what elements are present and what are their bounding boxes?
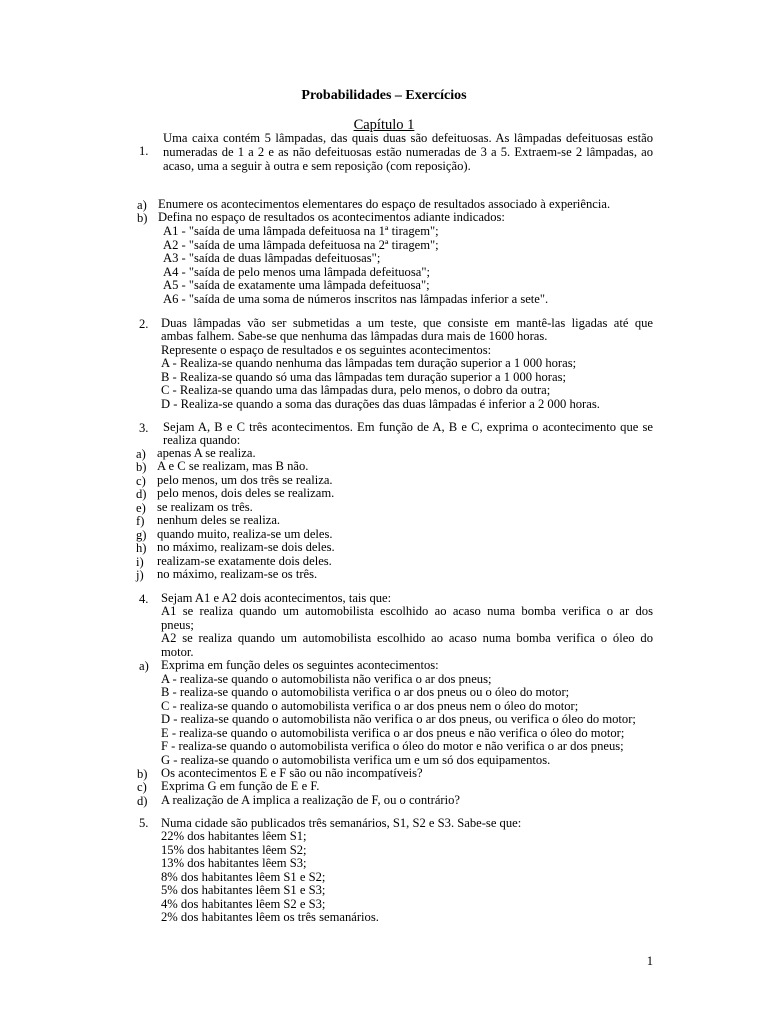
item-text: pelo menos, dois deles se realizam. [157,486,335,500]
exercise-2-intro-line: Duas lâmpadas vão ser submetidas a um teste, que consiste em mantê-las ligadas até que [161,316,653,330]
exercise-4-a-text: Exprima em função deles os seguintes acontecimentos: [161,658,439,672]
item-text: no máximo, realizam-se os três. [157,567,318,581]
document-title: Probabilidades – Exercícios [301,88,467,103]
item-label: h) [136,541,147,555]
event-line: C - Realiza-se quando uma das lâmpadas dura, pelo menos, o dobro da outra; [161,383,551,397]
item-text: A realização de A implica a realização de F, ou o contrário? [161,793,461,807]
item-label: c) [137,780,147,794]
event-line: F - realiza-se quando o automobilista verifica o óleo do motor e não verifica o ar dos pneus; [161,739,624,753]
fact-line: 5% dos habitantes lêem S1 e S3; [161,883,326,897]
chapter-heading: Capítulo 1 [353,117,415,133]
exercise-4-intro-line: A1 se realiza quando um automobilista escolhido ao acaso numa bomba verifica o ar dos [161,604,653,618]
exercise-2-intro-line: Represente o espaço de resultados e os seguintes acontecimentos: [161,343,492,357]
exercise-1-intro-line: numeradas de 1 a 2 e as não defeituosas estão numeradas de 3 a 5. Extraem-se 2 lâmpadas, ao [163,145,653,159]
page-number: 1 [646,954,653,968]
fact-line: 22% dos habitantes lêem S1; [161,829,307,843]
exercise-4-intro-line: pneus; [161,618,194,632]
exercise-3-intro-line: Sejam A, B e C três acontecimentos. Em função de A, B e C, exprima o acontecimento que se [163,420,653,434]
event-line: A - Realiza-se quando nenhuma das lâmpadas tem duração superior a 1 000 horas; [161,356,577,370]
exercise-1-a-label: a) [137,198,147,212]
item-label: e) [136,501,146,515]
exercise-4-intro-line: A2 se realiza quando um automobilista escolhido ao acaso numa bomba verifica o óleo do [161,631,653,645]
event-line: B - Realiza-se quando só uma das lâmpadas tem duração superior a 1 000 horas; [161,370,566,384]
exercise-5-intro: Numa cidade são publicados três semanários, S1, S2 e S3. Sabe-se que: [161,816,522,830]
item-label: j) [136,568,144,582]
item-text: realizam-se exatamente dois deles. [157,554,332,568]
exercise-1-b-label: b) [137,211,148,225]
exercise-4-intro-line: motor. [161,645,194,659]
event-line: E - realiza-se quando o automobilista verifica o ar dos pneus e não verifica o óleo do motor; [161,726,625,740]
exercise-1-b-text: Defina no espaço de resultados os acontecimentos adiante indicados: [158,210,505,224]
exercise-3-intro-line: realiza quando: [163,433,241,447]
item-label: d) [136,487,147,501]
event-line: G - realiza-se quando o automobilista verifica um e um só dos equipamentos. [161,753,551,767]
exercise-1-intro-line: Uma caixa contém 5 lâmpadas, das quais duas são defeituosas. As lâmpadas defeituosas estão [163,131,653,145]
event-line: C - realiza-se quando o automobilista verifica o ar dos pneus nem o óleo do motor; [161,699,579,713]
event-line: D - Realiza-se quando a soma das durações das duas lâmpadas é inferior a 2 000 horas. [161,397,600,411]
exercise-4-intro-line: Sejam A1 e A2 dois acontecimentos, tais que: [161,591,392,605]
event-line: A6 - "saída de uma soma de números inscritos nas lâmpadas inferior a sete". [163,292,549,306]
item-text: se realizam os três. [157,500,253,514]
event-line: A5 - "saída de exatamente uma lâmpada defeituosa"; [163,278,430,292]
item-label: b) [137,767,148,781]
event-line: B - realiza-se quando o automobilista verifica o ar dos pneus ou o óleo do motor; [161,685,570,699]
exercise-1-intro-line: acaso, uma a seguir à outra e sem reposição (com reposição). [163,159,471,173]
item-label: f) [136,514,145,528]
exercise-2-intro-line: ambas falhem. Sabe-se que nenhuma das lâmpadas dura mais de 1600 horas. [161,329,548,343]
fact-line: 2% dos habitantes lêem os três semanários. [161,910,379,924]
fact-line: 13% dos habitantes lêem S3; [161,856,307,870]
item-label: g) [136,528,147,542]
item-label: b) [136,460,147,474]
item-label: a) [136,447,146,461]
item-text: no máximo, realizam-se dois deles. [157,540,335,554]
item-text: A e C se realizam, mas B não. [157,459,309,473]
exercise-4-a-label: a) [139,659,149,673]
item-text: nenhum deles se realiza. [157,513,281,527]
exercise-1-number: 1. [139,144,149,158]
item-text: apenas A se realiza. [157,446,256,460]
event-line: A - realiza-se quando o automobilista não verifica o ar dos pneus; [161,672,492,686]
item-label: i) [136,555,144,569]
exercise-5-number: 5. [139,816,149,830]
item-text: pelo menos, um dos três se realiza. [157,473,333,487]
exercise-3-number: 3. [139,421,149,435]
event-line: A2 - "saída de uma lâmpada defeituosa na 2ª tiragem"; [163,238,439,252]
item-label: c) [136,474,146,488]
event-line: A3 - "saída de duas lâmpadas defeituosas"; [163,251,381,265]
item-text: Exprima G em função de E e F. [161,779,320,793]
fact-line: 15% dos habitantes lêem S2; [161,843,307,857]
fact-line: 4% dos habitantes lêem S2 e S3; [161,897,326,911]
item-label: d) [137,794,148,808]
event-line: A4 - "saída de pelo menos uma lâmpada defeituosa"; [163,265,430,279]
fact-line: 8% dos habitantes lêem S1 e S2; [161,870,326,884]
item-text: Os acontecimentos E e F são ou não incompatíveis? [161,766,423,780]
exercise-1-a-text: Enumere os acontecimentos elementares do espaço de resultados associado à experiência. [158,197,611,211]
event-line: D - realiza-se quando o automobilista não verifica o ar dos pneus, ou verifica o óleo do motor; [161,712,636,726]
item-text: quando muito, realiza-se um deles. [157,527,333,541]
exercise-2-number: 2. [139,317,149,331]
exercise-4-number: 4. [139,592,149,606]
event-line: A1 - "saída de uma lâmpada defeituosa na 1ª tiragem"; [163,224,439,238]
